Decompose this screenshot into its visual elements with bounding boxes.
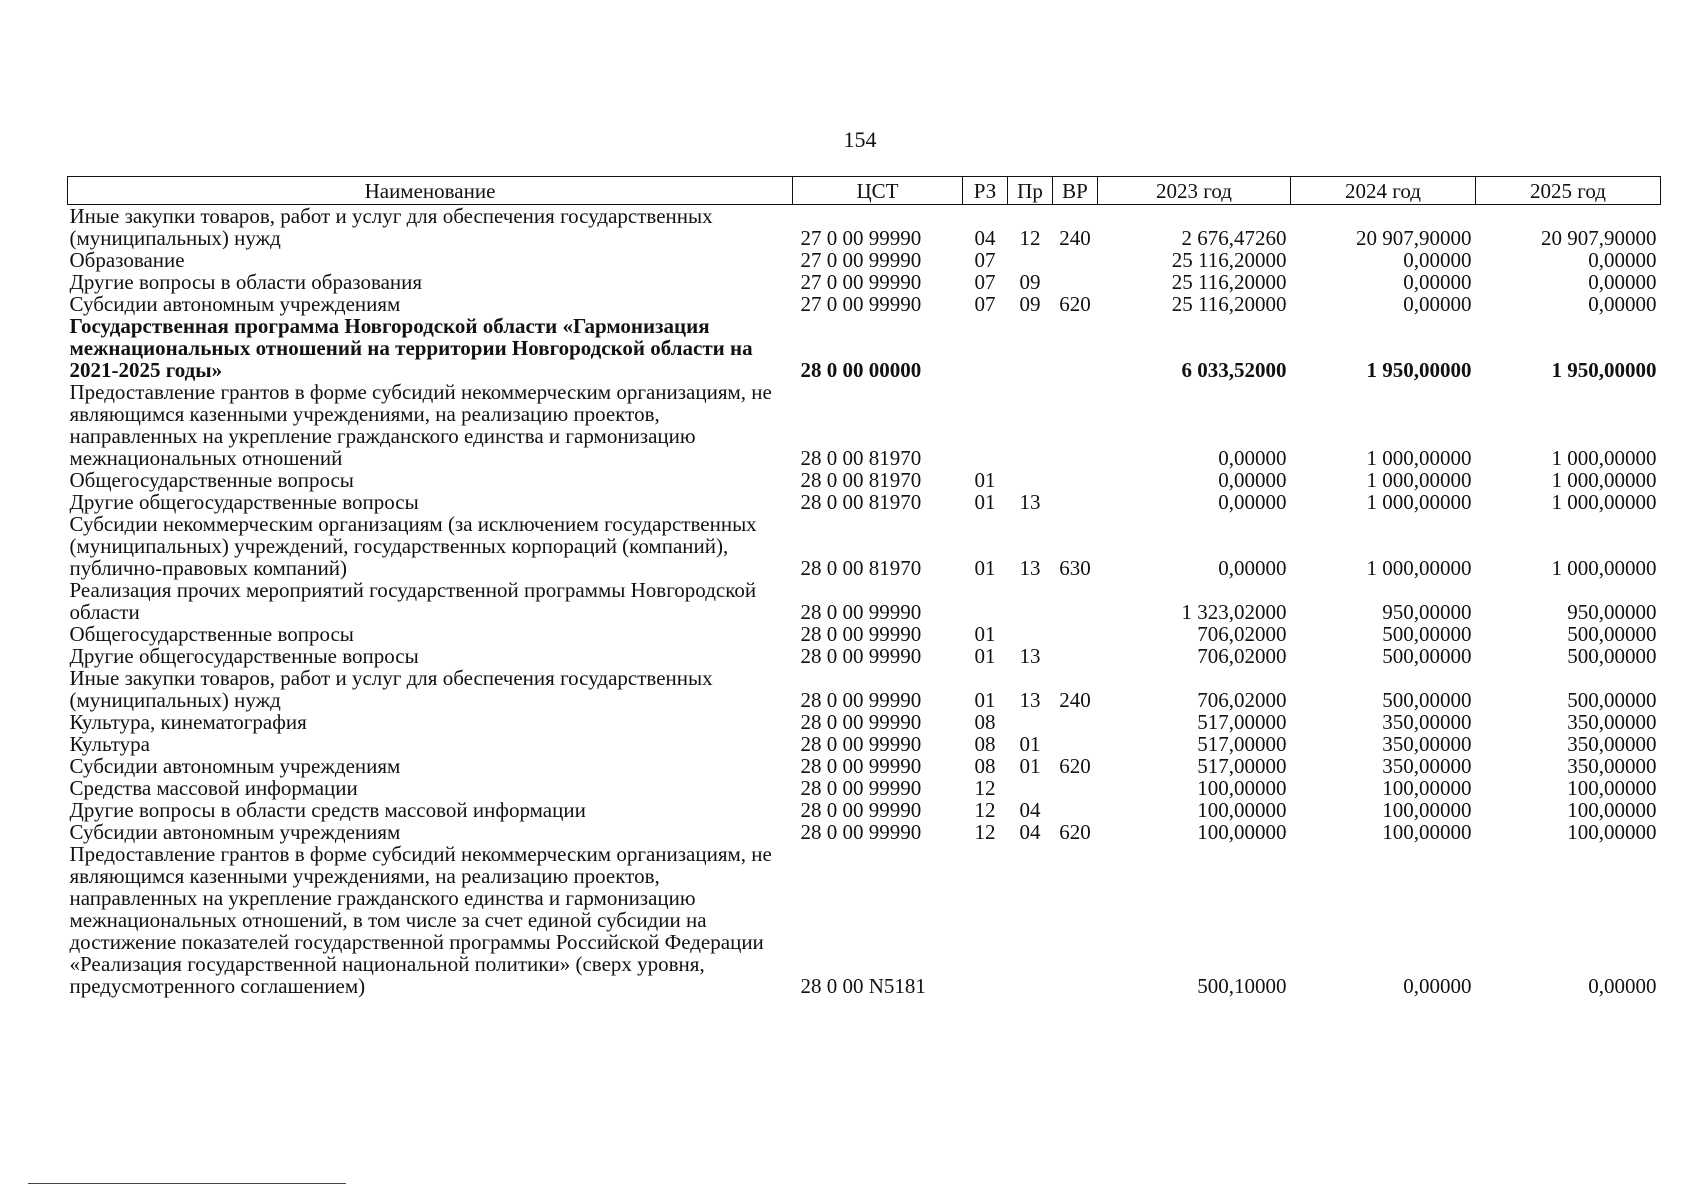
cell-y2024: 100,00000 (1382, 820, 1472, 844)
cell-y2023: 517,00000 (1197, 710, 1287, 734)
cell-vr (1053, 733, 1098, 755)
cell-y2024: 0,00000 (1403, 974, 1472, 998)
cell-y2023: 1 323,02000 (1181, 600, 1287, 624)
cell-y2025: 500,00000 (1567, 688, 1657, 712)
cell-cst: 28 0 00 99990 (800, 622, 922, 646)
footer-rule (28, 1183, 346, 1184)
cell-vr (1053, 579, 1098, 623)
cell-cst: 27 0 00 99990 (800, 226, 922, 250)
cell-y2024: 100,00000 (1382, 798, 1472, 822)
header-rz: РЗ (963, 177, 1008, 205)
cell-cst: 27 0 00 99990 (800, 292, 922, 316)
cell-name: Другие вопросы в области образования (69, 270, 423, 294)
cell-y2024: 350,00000 (1382, 754, 1472, 778)
cell-y2025: 1 000,00000 (1551, 490, 1657, 514)
cell-vr: 240 (1059, 688, 1091, 712)
cell-y2025: 350,00000 (1567, 732, 1657, 756)
cell-vr (1053, 843, 1098, 997)
cell-name: Иные закупки товаров, работ и услуг для обеспечения государственных (муниципальных) нужд (69, 204, 713, 250)
cell-rz: 01 (974, 688, 996, 712)
cell-vr (1053, 249, 1098, 271)
cell-y2023: 2 676,47260 (1181, 226, 1287, 250)
cell-pr (1008, 315, 1053, 381)
cell-name: Другие вопросы в области средств массовой информации (69, 798, 586, 822)
cell-vr: 620 (1059, 292, 1091, 316)
table-row (68, 711, 1661, 733)
cell-rz: 12 (974, 820, 996, 844)
cell-y2025: 350,00000 (1567, 710, 1657, 734)
cell-rz: 01 (974, 556, 996, 580)
cell-pr: 04 (1019, 798, 1041, 822)
cell-pr: 13 (1019, 556, 1041, 580)
cell-name: Культура (69, 732, 150, 756)
cell-vr (1053, 469, 1098, 491)
cell-y2024: 1 000,00000 (1366, 468, 1472, 492)
cell-vr (1053, 271, 1098, 293)
cell-y2023: 0,00000 (1218, 556, 1287, 580)
cell-y2024: 100,00000 (1382, 776, 1472, 800)
cell-rz: 08 (974, 732, 996, 756)
header-2024: 2024 год (1291, 177, 1476, 205)
cell-cst: 28 0 00 99990 (800, 754, 922, 778)
header-vr: ВР (1053, 177, 1098, 205)
table-row (68, 645, 1661, 667)
cell-y2025: 500,00000 (1567, 622, 1657, 646)
cell-rz: 01 (974, 644, 996, 668)
cell-y2024: 350,00000 (1382, 732, 1472, 756)
cell-name: Субсидии автономным учреждениям (69, 820, 401, 844)
cell-rz: 07 (974, 248, 996, 272)
cell-vr (1053, 381, 1098, 469)
cell-name: Субсидии автономным учреждениям (69, 292, 401, 316)
cell-name: Предоставление грантов в форме субсидий некоммерческим организациям, не являющимся казенными учреждениями, на реализацию проектов, направленных на укрепление гражданского единства и гармонизацию межнациональных отношений (69, 380, 772, 470)
cell-y2024: 1 950,00000 (1366, 358, 1472, 382)
cell-rz: 07 (974, 292, 996, 316)
cell-cst: 28 0 00 81970 (800, 446, 922, 470)
cell-cst: 28 0 00 99990 (800, 710, 922, 734)
cell-vr (1053, 799, 1098, 821)
header-cst: ЦСТ (793, 177, 963, 205)
table-row (68, 799, 1661, 821)
cell-pr (1008, 843, 1053, 997)
table-row (68, 843, 1661, 997)
cell-y2025: 100,00000 (1567, 776, 1657, 800)
table-row (68, 293, 1661, 315)
header-name: Наименование (68, 177, 793, 205)
cell-pr: 09 (1019, 292, 1041, 316)
cell-cst: 28 0 00 99990 (800, 820, 922, 844)
cell-y2025: 0,00000 (1588, 974, 1657, 998)
cell-vr: 240 (1059, 226, 1091, 250)
cell-name: Другие общегосударственные вопросы (69, 644, 419, 668)
cell-cst: 28 0 00 00000 (800, 358, 922, 382)
cell-y2024: 1 000,00000 (1366, 556, 1472, 580)
cell-y2025: 100,00000 (1567, 798, 1657, 822)
cell-pr: 13 (1019, 688, 1041, 712)
cell-name: Общегосударственные вопросы (69, 622, 354, 646)
cell-name: Иные закупки товаров, работ и услуг для обеспечения государственных (муниципальных) нужд (69, 666, 713, 712)
cell-pr (1008, 623, 1053, 645)
cell-cst: 28 0 00 81970 (800, 468, 922, 492)
cell-pr (1008, 711, 1053, 733)
cell-y2024: 0,00000 (1403, 270, 1472, 294)
cell-rz (963, 843, 1008, 997)
cell-y2023: 517,00000 (1197, 732, 1287, 756)
cell-name: Средства массовой информации (69, 776, 358, 800)
cell-y2024: 500,00000 (1382, 644, 1472, 668)
cell-y2024: 950,00000 (1382, 600, 1472, 624)
cell-pr (1008, 381, 1053, 469)
cell-cst: 28 0 00 99990 (800, 776, 922, 800)
cell-y2025: 350,00000 (1567, 754, 1657, 778)
cell-y2023: 0,00000 (1218, 468, 1287, 492)
cell-y2025: 500,00000 (1567, 644, 1657, 668)
cell-y2023: 100,00000 (1197, 798, 1287, 822)
cell-y2024: 1 000,00000 (1366, 490, 1472, 514)
cell-rz: 12 (974, 798, 996, 822)
cell-pr (1008, 249, 1053, 271)
cell-vr: 620 (1059, 820, 1091, 844)
cell-y2024: 20 907,90000 (1356, 226, 1472, 250)
cell-vr (1053, 315, 1098, 381)
cell-pr: 01 (1019, 732, 1041, 756)
cell-cst: 28 0 00 81970 (800, 556, 922, 580)
table-row (68, 249, 1661, 271)
cell-y2023: 517,00000 (1197, 754, 1287, 778)
cell-y2023: 0,00000 (1218, 446, 1287, 470)
header-pr: Пр (1008, 177, 1053, 205)
cell-name: Субсидии некоммерческим организациям (за исключением государственных (муниципальных) учреждений, государственных корпораций (компаний), публично-правовых компаний) (69, 512, 757, 580)
cell-y2023: 706,02000 (1197, 644, 1287, 668)
cell-pr (1008, 469, 1053, 491)
cell-y2024: 0,00000 (1403, 248, 1472, 272)
cell-cst: 28 0 00 81970 (800, 490, 922, 514)
table-row (68, 821, 1661, 843)
cell-y2025: 0,00000 (1588, 248, 1657, 272)
table-row (68, 623, 1661, 645)
cell-y2024: 500,00000 (1382, 622, 1472, 646)
cell-vr (1053, 711, 1098, 733)
table-header-row (68, 177, 1661, 205)
header-2025: 2025 год (1476, 177, 1661, 205)
cell-name: Другие общегосударственные вопросы (69, 490, 419, 514)
cell-pr (1008, 579, 1053, 623)
table-row (68, 491, 1661, 513)
cell-y2023: 25 116,20000 (1171, 248, 1287, 272)
cell-vr (1053, 645, 1098, 667)
cell-name: Образование (69, 248, 185, 272)
cell-pr: 04 (1019, 820, 1041, 844)
budget-table (67, 176, 1661, 997)
cell-y2023: 100,00000 (1197, 820, 1287, 844)
cell-name: Субсидии автономным учреждениям (69, 754, 401, 778)
cell-cst: 28 0 00 99990 (800, 644, 922, 668)
cell-cst: 28 0 00 99990 (800, 798, 922, 822)
cell-rz (963, 381, 1008, 469)
cell-y2023: 0,00000 (1218, 490, 1287, 514)
cell-y2024: 500,00000 (1382, 688, 1472, 712)
cell-y2025: 1 000,00000 (1551, 446, 1657, 470)
cell-y2023: 706,02000 (1197, 622, 1287, 646)
cell-name: Реализация прочих мероприятий государственной программы Новгородской области (69, 578, 757, 624)
table-row (68, 733, 1661, 755)
cell-rz: 12 (974, 776, 996, 800)
cell-y2025: 950,00000 (1567, 600, 1657, 624)
cell-rz: 08 (974, 710, 996, 734)
cell-name: Культура, кинематография (69, 710, 307, 734)
cell-y2025: 1 000,00000 (1551, 556, 1657, 580)
cell-name: Предоставление грантов в форме субсидий некоммерческим организациям, не являющимся казенными учреждениями, на реализацию проектов, направленных на укрепление гражданского единства и гармонизацию межнациональных отношений, в том числе за счет единой субсидии на достижение показателей государственной программы Российской Федерации «Реализация государственной национальной политики» (сверх уровня, предусмотренного соглашением) (69, 842, 772, 998)
cell-y2024: 1 000,00000 (1366, 446, 1472, 470)
table-row (68, 755, 1661, 777)
cell-vr (1053, 491, 1098, 513)
cell-y2023: 500,10000 (1197, 974, 1287, 998)
cell-cst: 28 0 00 N5181 (800, 974, 926, 998)
cell-rz: 01 (974, 622, 996, 646)
cell-rz (963, 315, 1008, 381)
cell-y2023: 6 033,52000 (1181, 358, 1287, 382)
cell-y2025: 0,00000 (1588, 270, 1657, 294)
header-2023: 2023 год (1098, 177, 1291, 205)
table-row (68, 271, 1661, 293)
cell-rz: 04 (974, 226, 996, 250)
cell-y2024: 0,00000 (1403, 292, 1472, 316)
cell-name: Государственная программа Новгородской области «Гармонизация межнациональных отношений на территории Новгородской области на 2021-2025 годы» (69, 314, 753, 382)
table-body (68, 205, 1661, 998)
cell-vr: 630 (1059, 556, 1091, 580)
cell-rz: 07 (974, 270, 996, 294)
cell-rz (963, 579, 1008, 623)
cell-y2023: 25 116,20000 (1171, 292, 1287, 316)
cell-y2023: 100,00000 (1197, 776, 1287, 800)
cell-pr: 13 (1019, 644, 1041, 668)
cell-rz: 01 (974, 490, 996, 514)
cell-pr: 09 (1019, 270, 1041, 294)
table-row (68, 469, 1661, 491)
cell-y2024: 350,00000 (1382, 710, 1472, 734)
cell-y2023: 25 116,20000 (1171, 270, 1287, 294)
cell-name: Общегосударственные вопросы (69, 468, 354, 492)
table-row (68, 667, 1661, 711)
cell-y2023: 706,02000 (1197, 688, 1287, 712)
cell-vr: 620 (1059, 754, 1091, 778)
cell-y2025: 0,00000 (1588, 292, 1657, 316)
cell-vr (1053, 623, 1098, 645)
table-row (68, 513, 1661, 579)
table-row (68, 205, 1661, 250)
cell-cst: 28 0 00 99990 (800, 688, 922, 712)
cell-rz: 08 (974, 754, 996, 778)
cell-cst: 27 0 00 99990 (800, 248, 922, 272)
cell-cst: 28 0 00 99990 (800, 732, 922, 756)
cell-y2025: 1 000,00000 (1551, 468, 1657, 492)
cell-rz: 01 (974, 468, 996, 492)
table-row (68, 381, 1661, 469)
table-row (68, 777, 1661, 799)
table-row (68, 315, 1661, 381)
cell-vr (1053, 777, 1098, 799)
cell-cst: 28 0 00 99990 (800, 600, 922, 624)
cell-y2025: 1 950,00000 (1551, 358, 1657, 382)
cell-cst: 27 0 00 99990 (800, 270, 922, 294)
cell-y2025: 100,00000 (1567, 820, 1657, 844)
cell-y2025: 20 907,90000 (1541, 226, 1657, 250)
table-row (68, 579, 1661, 623)
cell-pr: 12 (1019, 226, 1041, 250)
cell-pr: 01 (1019, 754, 1041, 778)
page-number: 154 (843, 127, 877, 152)
cell-pr: 13 (1019, 490, 1041, 514)
cell-pr (1008, 777, 1053, 799)
